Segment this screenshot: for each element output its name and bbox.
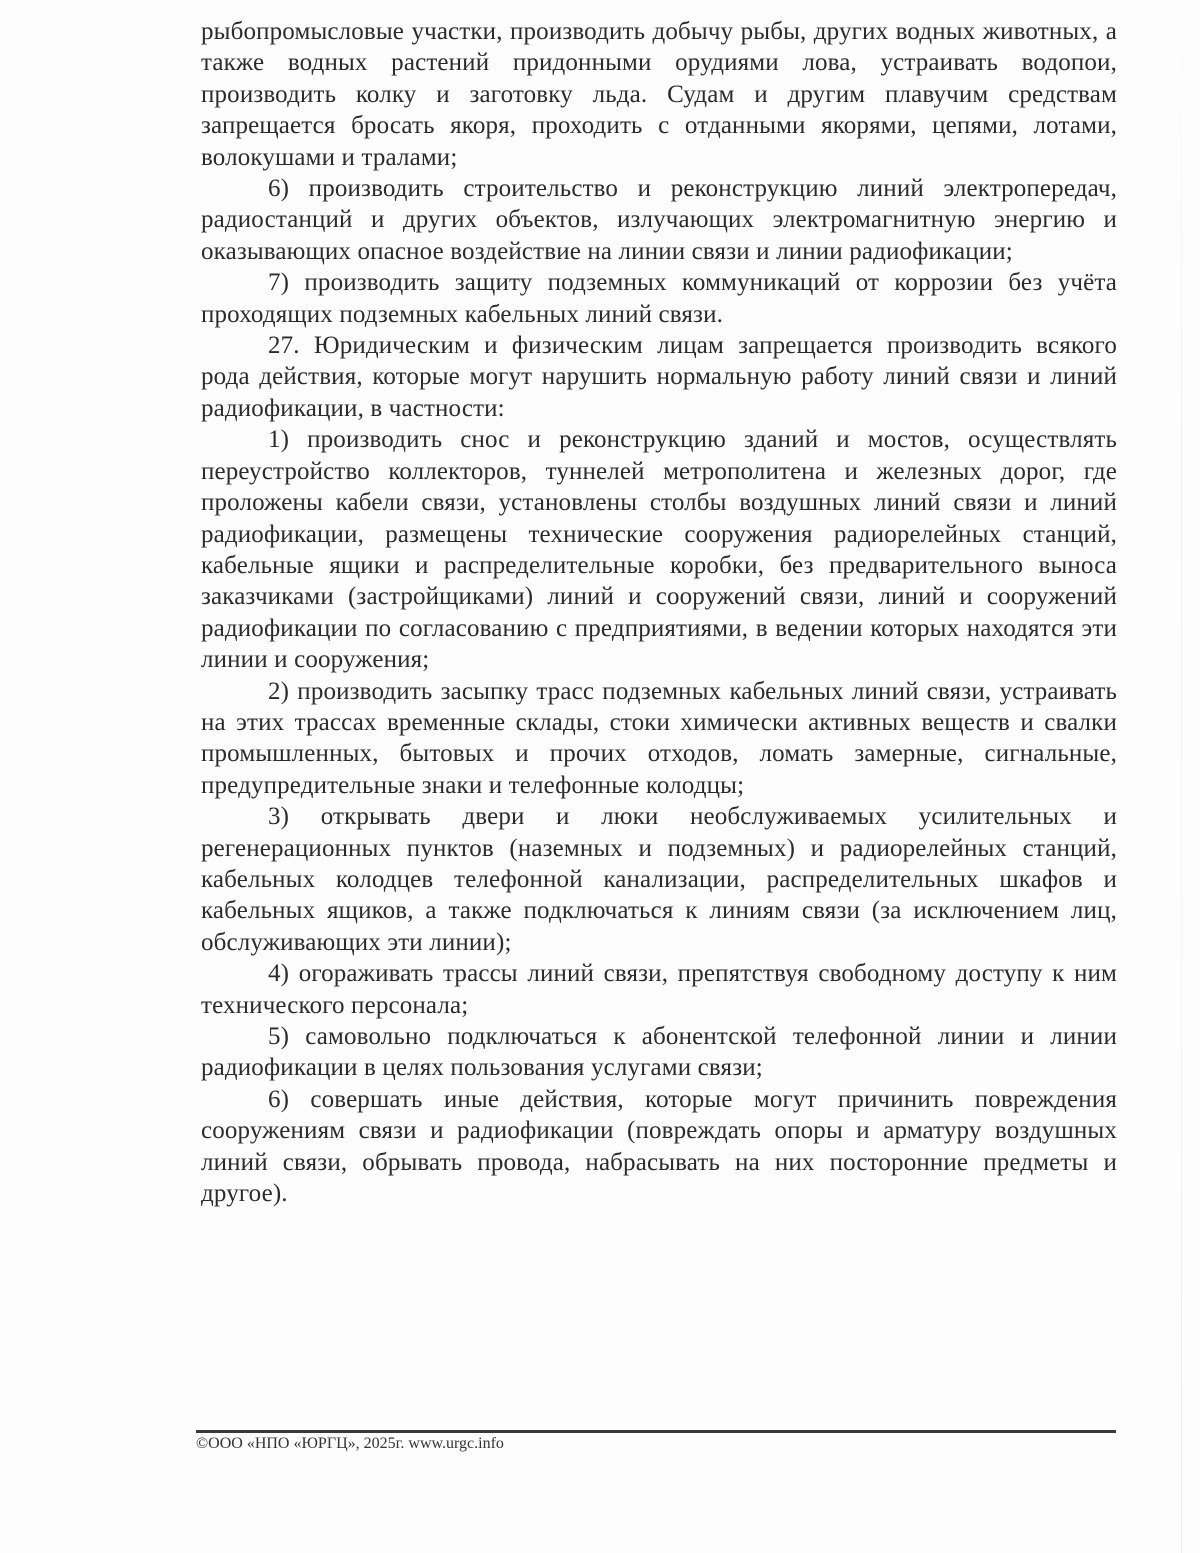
paragraph-item-7-corrosion: 7) производить защиту подземных коммуникаций от коррозии без учёта проходящих подземных кабельных линий связи. xyxy=(201,269,1117,328)
paragraph-item-6-power-lines: 6) производить строительство и реконструкцию линий электропередач, радиостанций и других объектов, излучающих электромагнитную энергию и оказывающих опасное воздействие на линии связи и линии радиофикации; xyxy=(201,175,1117,265)
paragraph-item-6-other-actions: 6) совершать иные действия, которые могут причинить повреждения сооружениям связи и радиофикации (повреждать опоры и арматуру воздушных линий связи, обрывать провода, набрасывать на них посторонние предметы и другое). xyxy=(201,1085,1117,1208)
footer-divider xyxy=(196,1430,1116,1433)
paragraph-item-4-fencing: 4) огораживать трассы линий связи, препятствуя свободному доступу к ним технического персонала; xyxy=(201,960,1117,1019)
document-body xyxy=(201,16,1117,1209)
paragraph-item-3-doors: 3) открывать двери и люки необслуживаемых усилительных и регенерационных пунктов (наземных и подземных) и радиорелейных станций, кабельных колодцев телефонной канализации, распределительных шкафов и кабельных ящиков, а также подключаться к линиям связи (за исключением лиц, обслуживающих эти линии); xyxy=(201,803,1117,956)
paragraph-item-1-demolition: 1) производить снос и реконструкцию зданий и мостов, осуществлять переустройство коллекторов, туннелей метрополитена и железных дорог, где проложены кабели связи, установлены столбы воздушных линий связи и линий радиофикации, размещены технические сооружения радиорелейных станций, кабельные ящики и распределительные коробки, без предварительного выноса заказчиками (застройщиками) линий и сооружений связи, линий и сооружений радиофикации по согласованию с предприятиями, в ведении которых находятся эти линии и сооружения; xyxy=(201,426,1117,674)
scan-edge-artifact xyxy=(1181,0,1182,1553)
paragraph-section-27: 27. Юридическим и физическим лицам запрещается производить всякого рода действия, которые могут нарушить нормальную работу линий связи и линий радиофикации, в частности: xyxy=(201,332,1117,422)
paragraph-item-2-backfill: 2) производить засыпку трасс подземных кабельных линий связи, устраивать на этих трассах временные склады, стоки химически активных веществ и свалки промышленных, бытовых и прочих отходов, ломать замерные, сигнальные, предупредительные знаки и телефонные колодцы; xyxy=(201,677,1117,799)
paragraph-item-5-connection: 5) самовольно подключаться к абонентской телефонной линии и линии радиофикации в целях пользования услугами связи; xyxy=(201,1023,1117,1082)
footer-copyright: ©ООО «НПО «ЮРГЦ», 2025г. www.urgc.info xyxy=(196,1435,504,1452)
paragraph-continuation: рыбопромысловые участки, производить добычу рыбы, других водных животных, а также водных растений придонными орудиями лова, устраивать водопои, производить колку и заготовку льда. Судам и другим плавучим средствам запрещается бросать якоря, проходить с отданными якорями, цепями, лотами, волокушами и тралами; xyxy=(201,18,1117,171)
